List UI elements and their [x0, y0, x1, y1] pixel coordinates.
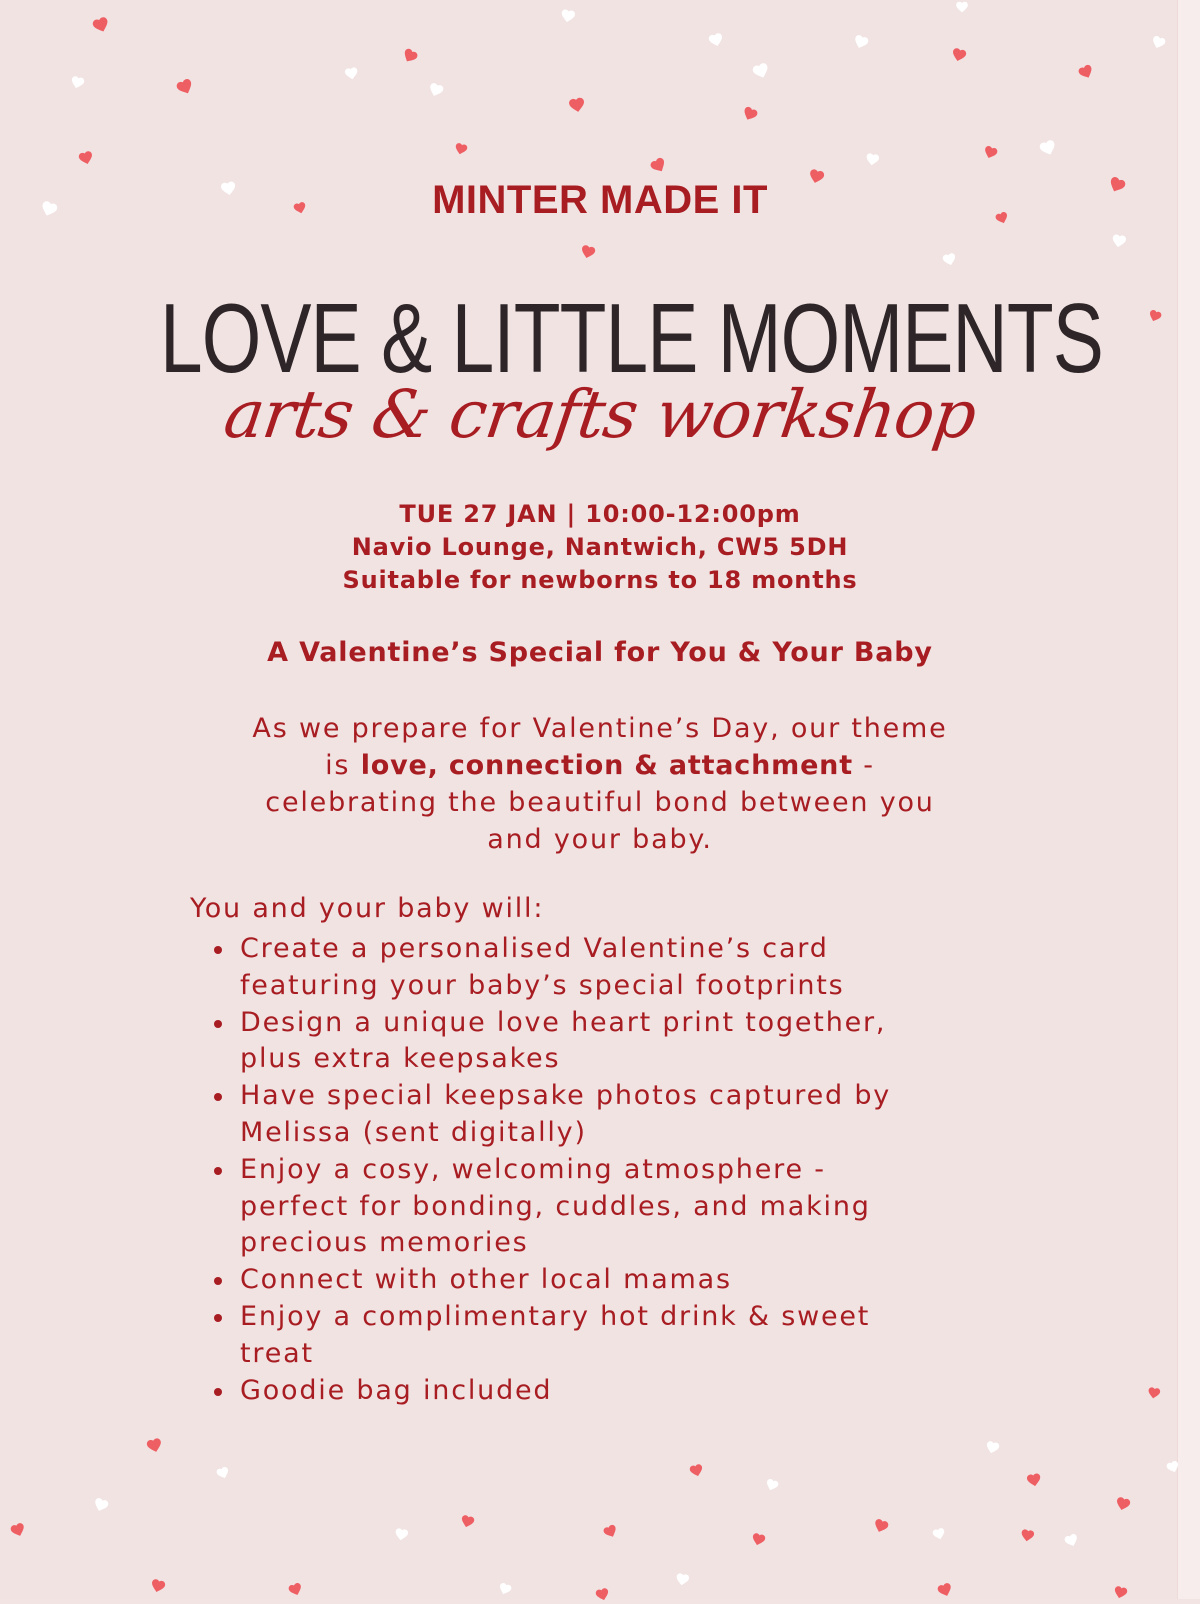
list-item: Design a unique love heart print together, plus extra keepsakes [240, 1005, 1000, 1079]
event-title: LOVE & LITTLE MOMENTS [160, 283, 1103, 394]
list-item: Enjoy a complimentary hot drink & sweet treat [240, 1299, 1000, 1373]
heart-icon [1146, 1385, 1162, 1401]
heart-icon [674, 1571, 691, 1588]
heart-icon [1019, 1527, 1036, 1544]
heart-icon [955, 0, 969, 14]
list-item: Goodie bag included [240, 1373, 1000, 1410]
intro-paragraph [180, 710, 1020, 858]
list-heading: You and your baby will: [190, 893, 545, 924]
intro-line-2-suffix: - [852, 750, 875, 781]
heart-icon [343, 65, 360, 82]
event-date-time: TUE 27 JAN | 10:00-12:00pm [399, 500, 801, 528]
brand-name: MINTER MADE IT [432, 178, 768, 222]
heart-icon [1025, 1471, 1044, 1490]
intro-line-1: As we prepare for Valentine’s Day, our theme [252, 713, 948, 744]
intro-line-2-prefix: is [325, 750, 361, 781]
list-item: Create a personalised Valentine’s card featuring your baby’s special footprints [240, 931, 1000, 1005]
intro-line-4: and your baby. [487, 824, 713, 855]
list-item: Enjoy a cosy, welcoming atmosphere - perfect for bonding, cuddles, and making precious memories [240, 1152, 1000, 1262]
heart-icon [1110, 232, 1129, 251]
heart-icon [567, 95, 588, 116]
list-item: Connect with other local mamas [240, 1262, 1000, 1299]
intro-theme-bold: love, connection & attachment [360, 750, 853, 781]
heart-icon [393, 1526, 410, 1543]
page-edge [1177, 0, 1200, 1599]
event-suitability: Suitable for newborns to 18 months [342, 566, 858, 594]
intro-line-3: celebrating the beautiful bond between you [265, 787, 935, 818]
special-heading: A Valentine’s Special for You & Your Baby [267, 637, 933, 668]
heart-icon [559, 7, 578, 26]
event-details [0, 498, 1200, 597]
intro-line-2 [180, 747, 1020, 784]
heart-icon [864, 151, 881, 168]
list-item: Have special keepsake photos captured by Melissa (sent digitally) [240, 1078, 1000, 1152]
event-subtitle: arts & crafts workshop [219, 376, 981, 453]
activity-list [240, 931, 1000, 1409]
event-venue: Navio Lounge, Nantwich, CW5 5DH [351, 533, 849, 561]
